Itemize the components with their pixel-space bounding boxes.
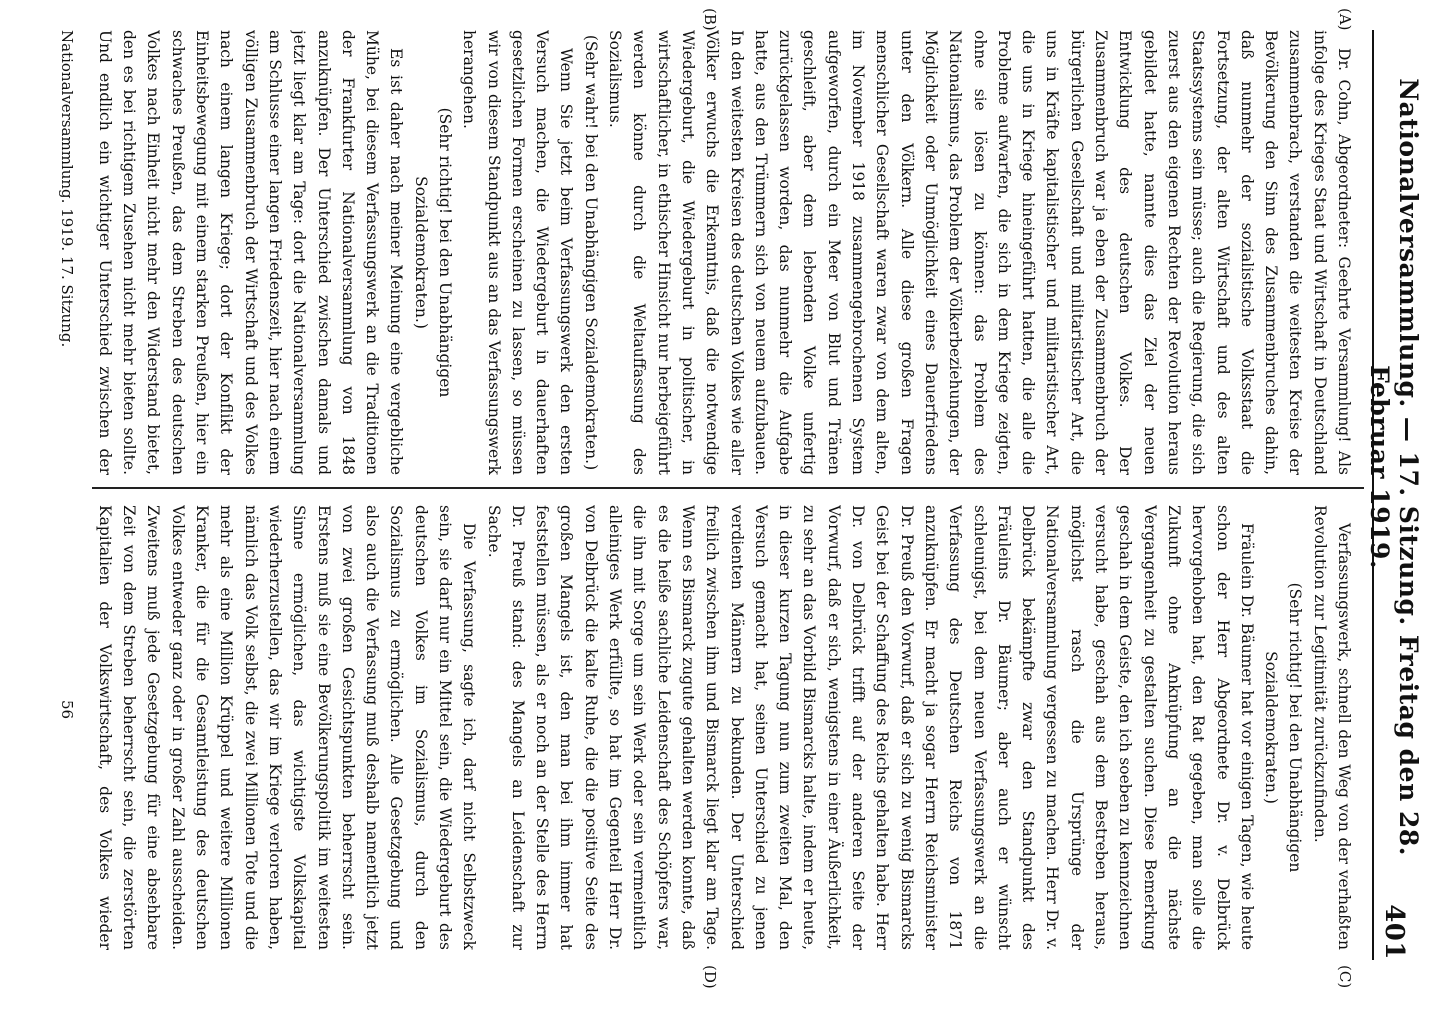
right-column (90, 505, 1356, 950)
interjection: (Sehr richtig! bei den Unabhängigen Sozialdemokraten.) (411, 107, 455, 398)
margin-marker-b: (B) (701, 8, 719, 31)
interjection: (Sehr richtig! bei den Unabhängigen Sozialdemokraten.) (1262, 582, 1305, 873)
paragraph: Wenn Sie jetzt beim Verfassungswerk den ersten Versuch machen, die Wiedergeburt in dauerhaften gesetzlichen Formen erscheinen zu lassen, so müssen wir von diesem Standpunkt aus an das Verfassungswerk herangehen. (460, 30, 576, 475)
page-title: Nationalversammlung. — 17. Sitzung. Freitag den 28. Februar 1919. (1365, 78, 1423, 856)
page-number: 401 (1379, 904, 1409, 960)
paragraph: Dr. Cohn, Abgeordneter: Geehrte Versammlung! Als infolge des Krieges Staat und Wirtschaft in Deutschland zusammenbrach, verstanden die weitesten Kreise der Bevölkerung den Sinn des Zusammenbruches dahin, daß nunmehr der sozialistische Volksstaat die Fortsetzung, der alten Wirtschaft und des alten Staatssystems sein müsse; auch die Regierung, die sich zuerst aus den eigenen Rechten der Revolution heraus gebildet hatte, nannte dies das Ziel der neuen Entwicklung des deutschen Volkes. Der Zusammenbruch war ja eben der Zusammenbruch der bürgerlichen Gesellschaft und militaristischer Art, die uns in Kräfte kapitalistischer und militaristischer Art, die uns in Kriege hineingeführt hatten, die alle die Probleme aufwarfen, die sich in dem Kriege zeigten, ohne sie lösen zu können: das Problem des Nationalismus, das Problem der Völkerbeziehungen, der Möglichkeit oder Unmöglichkeit eines Dauerfriedens unter den Völkern. Alle diese großen Fragen menschlicher Gesellschaft waren zwar von dem alten, im November 1918 zusammengebrochenen System aufgeworfen, durch ein Meer von Blut und Tränen geschleift, aber dem lebenden Volke unfertig zurückgelassen worden, das nunmehr die Aufgabe hatte, aus den Trümmern sich von neuem aufzubauen. In den weitesten Kreisen des deutschen Volkes wie aller Völker erwuchs die Erkenntnis, daß die notwendige Wiedergeburt, die Wiedergeburt in politischer, in wirtschaftlicher, in ethischer Hinsicht nur herbeigeführt werden könne durch die Weltauffassung des Sozialismus. (606, 30, 1353, 475)
interjection: (Sehr wahr! bei den Unabhängigen Sozialdemokraten.) (581, 34, 600, 471)
margin-marker-d: (D) (701, 965, 719, 989)
margin-marker-a: (A) (1336, 8, 1354, 31)
paragraph: Es ist daher nach meiner Meinung eine vergebliche Mühe, bei diesem Verfassungswerk an die Traditionen der Frankfurter Nationalversammlung von 1848 anzuknüpfen. Der Unterschied zwischen damals und jetzt liegt klar am Tage: dort die Nationalversammlung am Schlusse einer langen Friedenszeit, hier nach einem völligen Zusammenbruch der Wirtschaft und des Volkes nach einem langen Kriege; dort der Konflikt der Einheitsbewegung mit einem starken Preußen, hier ein schwaches Preußen, das dem Streben des deutschen Volkes nach Einheit nicht mehr den Widerstand bietet, den es bei richtigem Zusehen nicht mehr bieten sollte. Und endlich ein wichtiger Unterschied zwischen der (95, 30, 406, 475)
left-column (90, 30, 1356, 475)
paragraph: Fräulein Dr. Bäumer hat vor einigen Tagen, wie heute schon der Herr Abgeordnete Dr. v. Delbrück hervorgehoben hat, den Rat gegeben, man solle die Zukunft ohne Anknüpfung an die nächste Vergangenheit zu gestalten suchen. Diese Bemerkung geschah in dem Geiste, den ich soeben zu kennzeichnen versucht habe, geschah aus dem Bestreben heraus, möglichst rasch die Ursprünge der Nationalversammlung vergessen zu machen. Herr Dr. v. Delbrück bekämpfte zwar den Standpunkt des Fräuleins Dr. Bäumer; aber auch er wünscht schleunigst, bei dem neuen Verfassungswerk an die Verfassung des Deutschen Reichs von 1871 anzuknüpfen. Er macht ja sogar Herrn Reichsminister Dr. Preuß den Vorwurf, daß er sich zu wenig Bismarcks Geist bei der Schaffung des Reichs gehalten habe. Herr Dr. von Delbrück trifft auf der anderen Seite der Vorwurf, daß er sich, wenigstens in einer Äußerlichkeit, zu sehr an das Vorbild Bismarcks halte, indem er heute, in dieser kurzen Tagung nun zum zweiten Mal, den Versuch gemacht hat, seinen Unterschied zu jenen verdienten Männern zu bekunden. Der Unterschied freilich zwischen ihm und Bismarck liegt klar am Tage. Wenn es Bismarck zugute gehalten werden konnte, daß es die heiße sachliche Leidenschaft des Schöpfers war, die ihn mit Sorge um sein Werk oder sein vermeintlich alleiniges Werk erfüllte, so hat im Gegenteil Herr Dr. von Delbrück die kalte Ruhe, die die positive Seite des großen Mangels ist, den man bei ihm immer hat feststellen müssen, als er noch an der Stelle des Herrn Dr. Preuß stand: des Mangels an Leidenschaft zur Sache. (484, 505, 1256, 950)
paragraph: Verfassungswerk, schnell den Weg von der verhaßten Revolution zur Legitimität zurückzufinden. (1310, 505, 1353, 950)
paragraph: Die Verfassung, sagte ich, darf nicht Selbstzweck sein, sie darf nur ein Mittel sein, die Wiedergeburt des deutschen Volkes im Sozialismus, durch den Sozialismus zu ermöglichen. Alle Gesetzgebung und also auch die Verfassung muß deshalb namentlich jetzt von zwei großen Gesichtspunkten beherrscht sein. Erstens muß sie eine Bevölkerungspolitik im weitesten Sinne ermöglichen, das wichtigste Volkskapital wiederherzustellen, das wir im Kriege verloren haben, nämlich das Volk selbst, die zwei Millionen Tote und die mehr als eine Million Krüppel und weitere Millionen Kranker, die für die Gesamtleistung des deutschen Volkes entweder ganz oder in großer Zahl ausscheiden. Zweitens muß jede Gesetzgebung für eine absehbare Zeit von dem Streben beherrscht sein, die zerstörten Kapitalien der Volkswirtschaft, des Volkes wieder (95, 505, 479, 950)
column-divider (92, 487, 1364, 489)
page-header (1365, 30, 1423, 960)
signature-number: 56 (58, 700, 76, 720)
page-footer-title: Nationalversammlung. 1919. 17. Sitzung. (58, 30, 76, 348)
margin-marker-c: (C) (1336, 965, 1354, 989)
